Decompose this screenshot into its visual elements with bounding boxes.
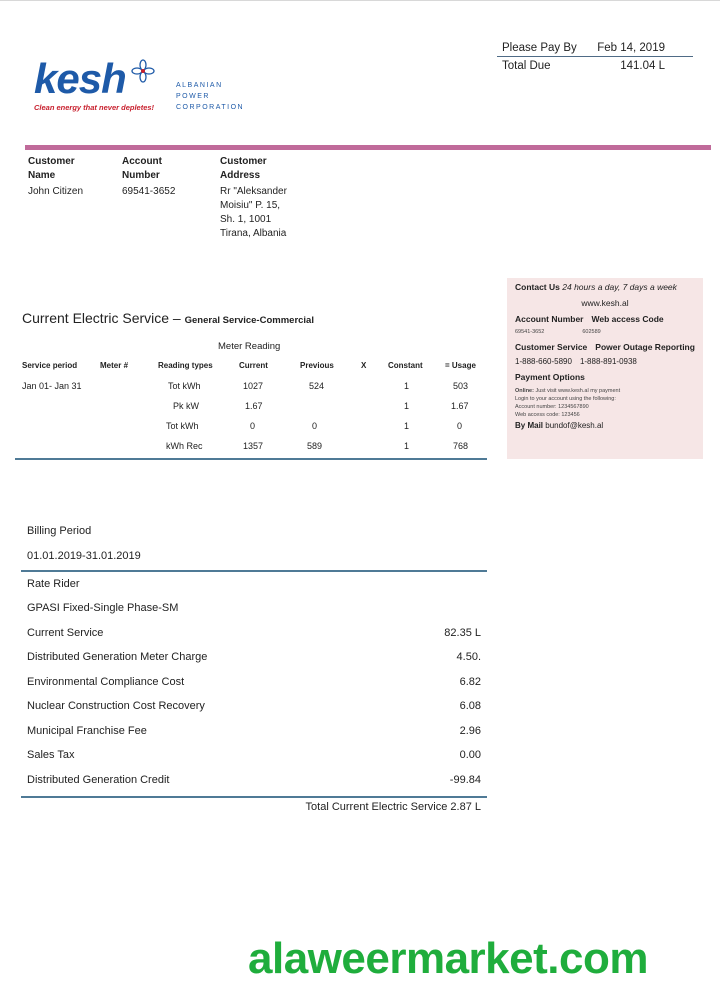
cell-usage: 768 bbox=[453, 441, 469, 451]
cell-usage: 503 bbox=[453, 381, 469, 391]
billing-item-amount: 0.00 bbox=[459, 749, 481, 761]
table-row bbox=[15, 378, 487, 398]
billing-item-label: Municipal Franchise Fee bbox=[27, 724, 147, 737]
cell-reading-type: kWh Rec bbox=[166, 441, 203, 451]
billing-item-amount: 4.50. bbox=[456, 651, 481, 663]
billing-row bbox=[21, 572, 487, 597]
cell-previous: 589 bbox=[307, 441, 323, 451]
online-text-3: Account number: 1234567890 bbox=[515, 404, 589, 410]
cell-current: 0 bbox=[250, 421, 256, 431]
watermark-text: alaweermarket.com bbox=[248, 934, 648, 983]
billing-row bbox=[21, 719, 487, 744]
billing-row bbox=[21, 596, 487, 621]
cell-usage: 0 bbox=[457, 421, 463, 431]
col-reading-types: Reading types bbox=[158, 361, 213, 370]
phone-values bbox=[515, 357, 695, 366]
col-current: Current bbox=[239, 361, 268, 370]
billing-item-amount: 82.35 L bbox=[444, 626, 481, 639]
online-text-2: Login to your account using the following: bbox=[515, 396, 616, 402]
table-header-row bbox=[15, 358, 487, 378]
account-label-2: Number bbox=[122, 170, 160, 181]
billing-item-label: Distributed Generation Meter Charge bbox=[27, 651, 208, 663]
service-table-bottom-rule bbox=[15, 458, 487, 460]
cell-previous: 0 bbox=[312, 421, 318, 431]
cell-constant: 1 bbox=[404, 421, 410, 431]
billing-period-label: Billing Period bbox=[27, 525, 92, 537]
total-current-service: Total Current Electric Service 2.87 L bbox=[305, 800, 481, 813]
contact-hours: 24 hours a day, 7 days a week bbox=[562, 282, 677, 292]
billing-row bbox=[21, 768, 487, 793]
billing-bottom-rule bbox=[21, 796, 487, 798]
cell-reading-type: Tot kWh bbox=[166, 421, 199, 431]
online-text-4: Web access code: 123456 bbox=[515, 412, 580, 418]
billing-period-value: 01.01.2019-31.01.2019 bbox=[27, 550, 141, 562]
col-usage: = Usage bbox=[445, 361, 476, 370]
table-row bbox=[15, 438, 487, 458]
kesh-logo bbox=[34, 55, 254, 118]
address-line-2: Moisiu" P. 15, bbox=[220, 200, 281, 211]
meter-reading-label: Meter Reading bbox=[218, 341, 281, 352]
mail-payment bbox=[515, 421, 695, 430]
cell-current: 1027 bbox=[243, 381, 264, 391]
service-subtitle: General Service-Commercial bbox=[184, 315, 314, 326]
cell-constant: 1 bbox=[404, 401, 410, 411]
cell-previous: 524 bbox=[309, 381, 325, 391]
contact-website[interactable]: www.kesh.al bbox=[581, 298, 629, 308]
billing-row bbox=[21, 670, 487, 695]
billing-item-amount: 6.08 bbox=[459, 700, 481, 712]
cell-constant: 1 bbox=[404, 441, 410, 451]
online-text-1: Just visit www.kesh.al my payment bbox=[535, 388, 621, 394]
contact-account-number-value: 69541-3652 bbox=[515, 329, 545, 335]
customer-service-label: Customer Service bbox=[515, 342, 588, 352]
cell-current: 1357 bbox=[243, 441, 264, 451]
billing-row bbox=[21, 621, 487, 646]
account-codes-values bbox=[515, 328, 695, 336]
col-service-period: Service period bbox=[22, 361, 78, 370]
service-title bbox=[22, 310, 314, 326]
cell-current: 1.67 bbox=[245, 401, 263, 411]
address-label-2: Address bbox=[220, 170, 261, 181]
billing-row bbox=[21, 743, 487, 768]
phone-header bbox=[515, 342, 695, 352]
top-border bbox=[0, 0, 720, 1]
billing-item-amount: -99.84 bbox=[449, 773, 481, 786]
billing-item-label: Distributed Generation Credit bbox=[27, 773, 170, 786]
logo-corp-line-1: ALBANIAN bbox=[176, 82, 223, 89]
contact-web-code-label: Web access Code bbox=[591, 314, 664, 324]
address-label-1: Customer bbox=[220, 156, 267, 167]
table-row bbox=[15, 398, 487, 418]
billing-section bbox=[21, 519, 487, 813]
col-meter-number: Meter # bbox=[100, 361, 129, 370]
mail-label: By Mail bbox=[515, 421, 544, 430]
billing-item-label: Rate Rider bbox=[27, 577, 80, 590]
total-due-value: 141.04 L bbox=[620, 59, 665, 72]
account-label-1: Account bbox=[122, 156, 162, 167]
billing-item-label: Nuclear Construction Cost Recovery bbox=[27, 700, 205, 712]
outage-phone: 1-888-891-0938 bbox=[579, 357, 637, 366]
billing-item-label: GPASI Fixed-Single Phase-SM bbox=[27, 602, 179, 614]
customer-service-phone: 1-888-660-5890 bbox=[515, 357, 572, 366]
cell-reading-type: Tot kWh bbox=[168, 381, 201, 391]
contact-us-box bbox=[507, 278, 703, 459]
payment-due-box bbox=[497, 40, 693, 74]
meter-reading-table bbox=[15, 358, 487, 458]
billing-row bbox=[21, 694, 487, 719]
contact-web-code-value: 602589 bbox=[582, 329, 601, 335]
pay-by-row bbox=[497, 40, 693, 57]
customer-name-value: John Citizen bbox=[28, 186, 84, 197]
billing-item-label: Current Service bbox=[27, 626, 104, 639]
logo-corp-line-3: CORPORATION bbox=[176, 104, 245, 111]
service-title-main: Current Electric Service – bbox=[22, 310, 181, 326]
contact-account-number-label: Account Number bbox=[515, 314, 584, 324]
account-number-value: 69541-3652 bbox=[122, 186, 176, 197]
contact-title-text: Contact Us bbox=[515, 282, 560, 292]
outage-reporting-label: Power Outage Reporting bbox=[595, 342, 695, 352]
billing-item-amount: 6.82 bbox=[459, 675, 481, 688]
flower-icon bbox=[130, 58, 156, 84]
cell-reading-type: Pk kW bbox=[173, 401, 199, 411]
cell-service-period: Jan 01- Jan 31 bbox=[22, 381, 82, 391]
total-due-label: Total Due bbox=[502, 59, 551, 72]
contact-title bbox=[515, 282, 695, 292]
payment-options-label: Payment Options bbox=[515, 372, 585, 382]
account-number-block bbox=[122, 155, 175, 199]
table-row bbox=[15, 418, 487, 438]
customer-name-block bbox=[28, 155, 83, 199]
total-due-row bbox=[497, 57, 693, 74]
logo-tagline: Clean energy that never depletes! bbox=[34, 103, 155, 112]
cell-usage: 1.67 bbox=[451, 401, 469, 411]
account-codes-header bbox=[515, 314, 695, 324]
mail-address[interactable]: bundof@kesh.al bbox=[545, 421, 604, 430]
logo-corp-line-2: POWER bbox=[176, 93, 210, 100]
online-label: Online: bbox=[515, 388, 534, 394]
col-previous: Previous bbox=[300, 361, 334, 370]
logo-corporation-text bbox=[176, 80, 244, 113]
billing-row bbox=[21, 645, 487, 670]
billing-item-label: Sales Tax bbox=[27, 749, 75, 761]
col-multiplier: X bbox=[361, 361, 367, 370]
billing-item-amount: 2.96 bbox=[459, 724, 481, 737]
cell-constant: 1 bbox=[404, 381, 410, 391]
logo-wordmark: kesh bbox=[34, 55, 126, 102]
online-payment-text bbox=[515, 387, 695, 419]
customer-name-label-1: Customer bbox=[28, 156, 75, 167]
col-constant: Constant bbox=[388, 361, 423, 370]
customer-name-label-2: Name bbox=[28, 170, 56, 181]
customer-address-block bbox=[220, 155, 287, 241]
address-line-1: Rr "Aleksander bbox=[220, 186, 287, 197]
pay-by-date: Feb 14, 2019 bbox=[597, 42, 665, 54]
address-line-3: Sh. 1, 1001 bbox=[220, 214, 272, 225]
address-line-4: Tirana, Albania bbox=[220, 228, 287, 239]
header-divider bbox=[25, 145, 711, 150]
billing-item-label: Environmental Compliance Cost bbox=[27, 675, 185, 688]
pay-by-label: Please Pay By bbox=[502, 42, 577, 54]
